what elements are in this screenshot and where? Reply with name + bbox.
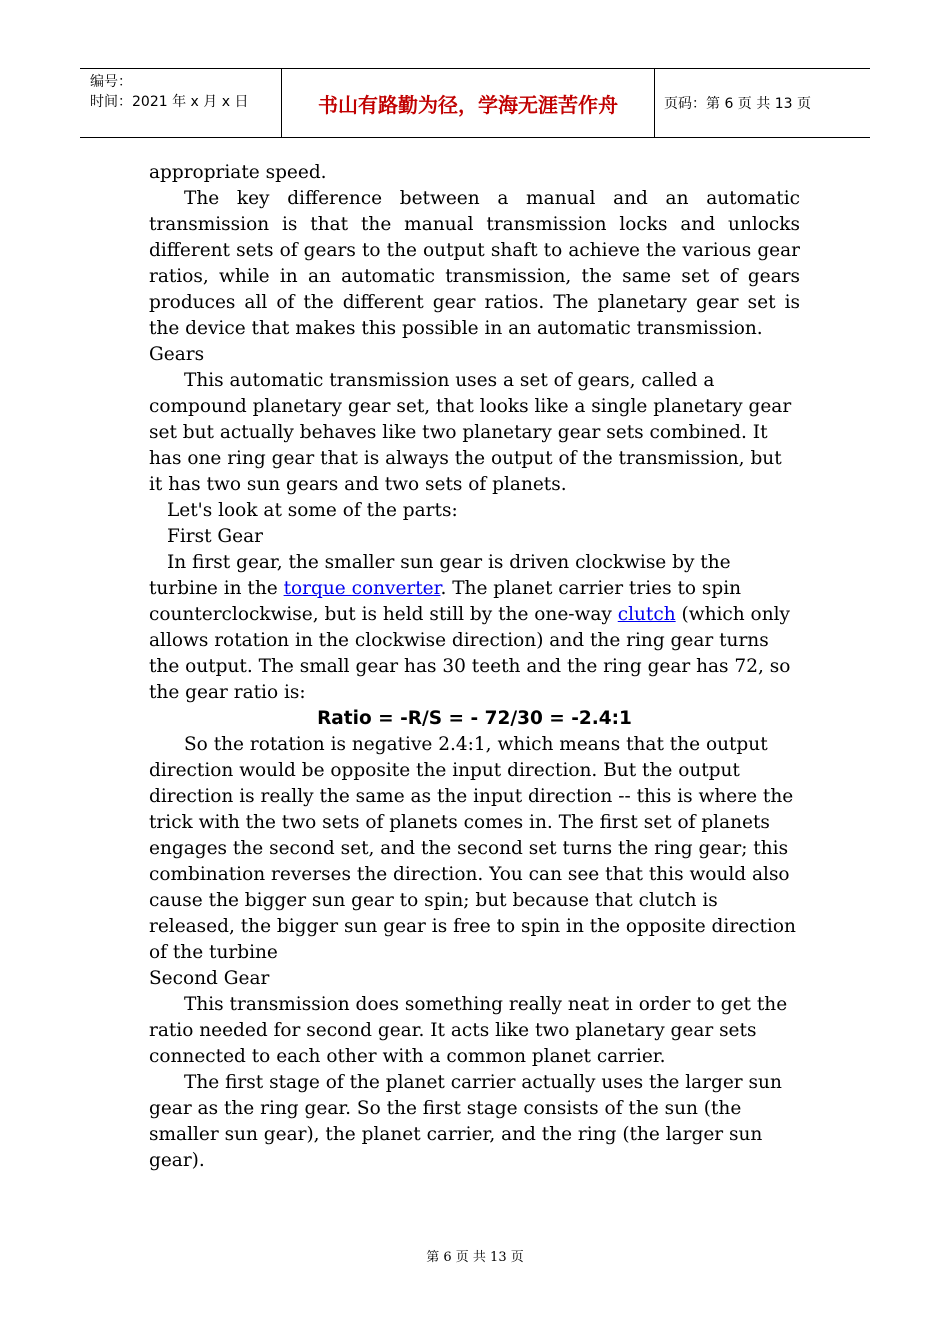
paragraph: This automatic transmission uses a set of gears, called a compound planetary gear set, that looks like a single planetary gear set but actually behaves like two planetary gear sets combined. It has one ring gear that is always the output of the transmission, but it has two sun gears and two sets of planets. — [149, 370, 792, 495]
header-meta — [80, 69, 280, 137]
header-page-info: 页码：第 6 页 共 13 页 — [664, 96, 811, 112]
paragraph: The first stage of the planet carrier actually uses the larger sun gear as the ring gear. So the first stage consists of the sun (the smaller sun gear), the planet carrier, and the ring (the larger sun gear). — [149, 1072, 782, 1171]
section-heading-first-gear: First Gear — [167, 526, 264, 547]
section-heading-gears: Gears — [149, 344, 205, 365]
text-run: . The planet carrier tries to spin counterclockwise, but is held still by the one-way — [149, 578, 742, 625]
header-motto: 书山有路勤为径，学海无涯苦作舟 — [318, 92, 618, 117]
text-run: In first gear, the smaller sun gear is driven clockwise by the turbine in the — [149, 552, 731, 599]
time-label: 时间：2021 年 x 月 x 日 — [90, 94, 249, 110]
ratio-formula: Ratio = -R/S = - 72/30 = -2.4:1 — [317, 708, 632, 729]
paragraph: The key difference between a manual and an automatic transmission is that the manual transmission locks and unlocks different sets of gears to the output shaft to achieve the various gear ratios, while in an automatic transmission, the same set of gears produces all of the different gear ratios. The planetary gear set is the device that makes this possible in an automatic transmission. — [149, 188, 800, 339]
paragraph: This transmission does something really neat in order to get the ratio needed for second gear. It acts like two planetary gear sets connected to each other with a common planet carrier. — [149, 994, 788, 1067]
header-table — [80, 68, 870, 138]
paragraph: appropriate speed. — [149, 162, 327, 183]
paragraph — [149, 550, 800, 706]
paragraph: Let's look at some of the parts: — [167, 500, 458, 521]
document-body — [149, 160, 800, 1174]
number-label: 编号： — [90, 74, 132, 90]
torque-converter-link[interactable]: torque converter — [283, 578, 441, 599]
section-heading-second-gear: Second Gear — [149, 968, 270, 989]
paragraph: So the rotation is negative 2.4:1, which means that the output direction would be opposite the input direction. But the output direction is really the same as the input direction -- this is where the trick with the two sets of planets comes in. The first set of planets engages the second set, and the second set turns the ring gear; this combination reverses the direction. You can see that this would also cause the bigger sun gear to spin; but because that clutch is released, the bigger sun gear is free to spin in the opposite direction of the turbine — [149, 734, 796, 963]
clutch-link[interactable]: clutch — [617, 604, 676, 625]
page-footer: 第 6 页 共 13 页 — [426, 1250, 524, 1265]
text-run: (which only allows rotation in the clockwise direction) and the ring gear turns the output. The small gear has 30 teeth and the ring gear has 72, so the gear ratio is: — [149, 604, 791, 703]
